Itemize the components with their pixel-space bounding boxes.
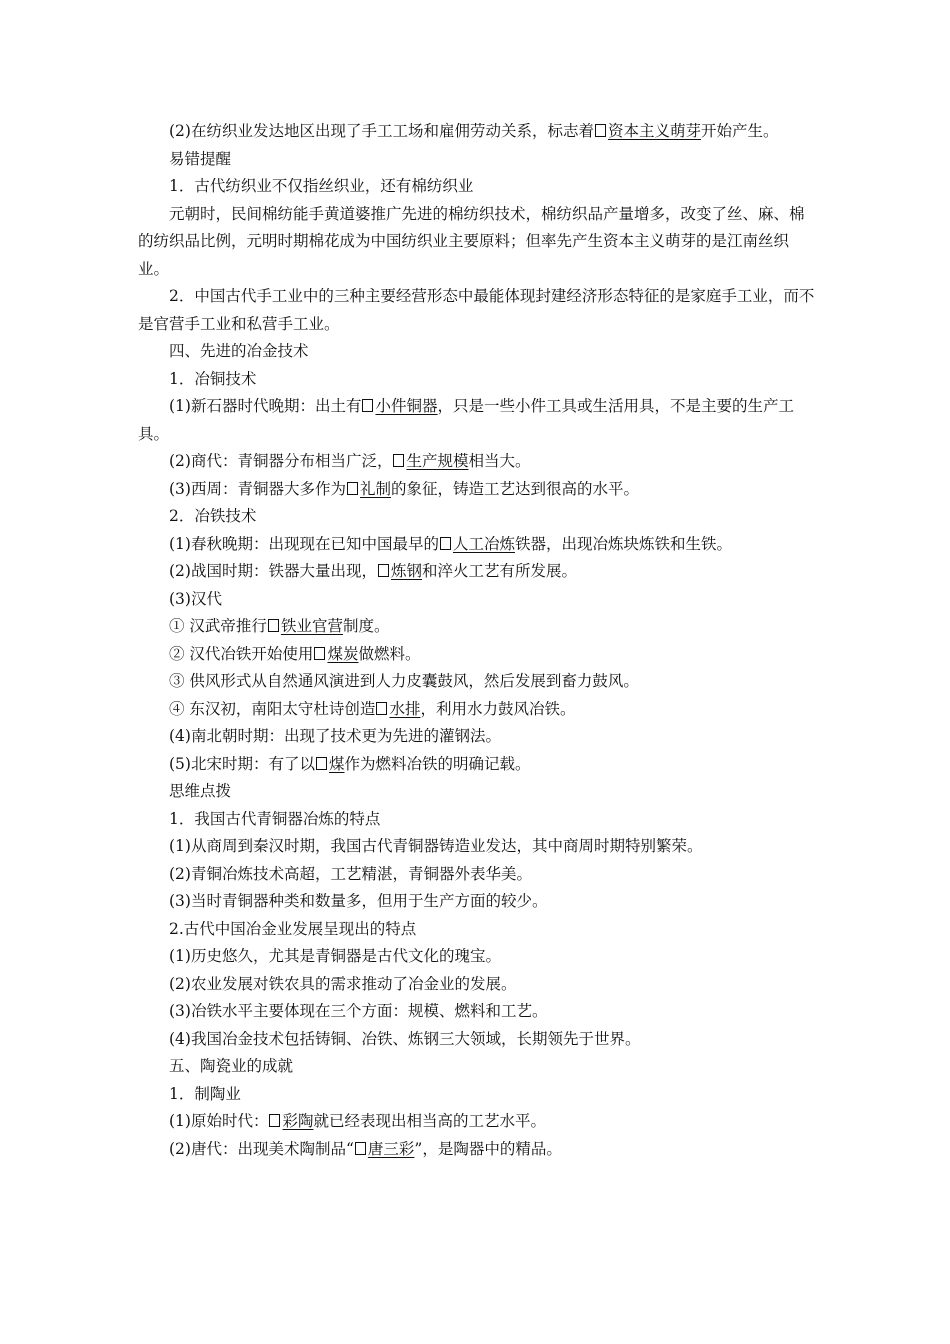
fill-blank-answer: 煤 (315, 755, 345, 773)
sub-heading: 1．古代纺织业不仅指丝织业，还有棉纺织业 (169, 177, 474, 195)
paragraph: (4)我国冶金技术包括铸铜、冶铁、炼钢三大领域，长期领先于世界。 (169, 1029, 641, 1048)
fill-blank-answer: 资本主义萌芽 (594, 122, 701, 140)
checkbox-icon (393, 454, 404, 467)
fill-blank-answer: 彩陶 (268, 1112, 313, 1130)
sub-heading: 1．制陶业 (169, 1084, 241, 1103)
paragraph: (2)商代：青铜器分布相当广泛， 生产规模相当大。 (169, 452, 531, 470)
fill-blank-answer: 煤炭 (313, 645, 358, 663)
checkbox-icon (316, 757, 327, 770)
sub-heading: (3)汉代 (169, 589, 222, 608)
paragraph: (1)原始时代： 彩陶就已经表现出相当高的工艺水平。 (169, 1112, 546, 1130)
paragraph: (4)南北朝时期：出现了技术更为先进的灌钢法。 (169, 727, 501, 745)
document-page (138, 118, 818, 1163)
paragraph: (1)历史悠久，尤其是青铜器是古代文化的瑰宝。 (169, 947, 501, 965)
fill-blank-answer: 铁业官营 (267, 617, 343, 635)
list-item: ④ 东汉初，南阳太守杜诗创造 水排，利用水力鼓风冶铁。 (169, 699, 576, 718)
fill-blank-answer: 生产规模 (392, 452, 468, 470)
paragraph: (1)春秋晚期：出现现在已知中国最早的 人工冶炼铁器，出现冶炼块炼铁和生铁。 (169, 534, 732, 553)
paragraph: (2)农业发展对铁农具的需求推动了冶金业的发展。 (169, 974, 517, 993)
fill-blank-answer: 水排 (375, 700, 420, 718)
checkbox-icon (378, 564, 389, 577)
fill-blank-answer: 小件铜器 (361, 397, 437, 415)
list-item: ③ 供风形式从自然通风演进到人力皮囊鼓风，然后发展到畜力鼓风。 (169, 672, 639, 690)
sub-heading: 2.古代中国冶金业发展呈现出的特点 (169, 919, 417, 938)
fill-blank-answer: 唐三彩 (354, 1140, 415, 1158)
section-heading: 思维点拨 (169, 782, 232, 800)
paragraph: (2)青铜冶炼技术高超，工艺精湛，青铜器外表华美。 (169, 864, 532, 883)
checkbox-icon (347, 482, 358, 495)
checkbox-icon (376, 702, 387, 715)
paragraph: 元朝时，民间棉纺能手黄道婆推广先进的棉纺织技术，棉纺织品产量增多，改变了丝、麻、棉的纺织品比例，元明时期棉花成为中国纺织业主要原料；但率先产生资本主义萌芽的是江南丝织业。 (138, 204, 805, 278)
section-heading: 五、陶瓷业的成就 (169, 1057, 294, 1075)
paragraph: (2)战国时期：铁器大量出现， 炼钢和淬火工艺有所发展。 (169, 562, 577, 580)
paragraph: 2．中国古代手工业中的三种主要经营形态中最能体现封建经济形态特征的是家庭手工业，而不是官营手工业和私营手工业。 (138, 287, 815, 333)
sub-heading: 2．冶铁技术 (169, 507, 257, 525)
paragraph: (3)冶铁水平主要体现在三个方面：规模、燃料和工艺。 (169, 1002, 548, 1020)
fill-blank-answer: 炼钢 (377, 562, 422, 580)
checkbox-icon (269, 1114, 280, 1127)
paragraph: (1)新石器时代晚期：出土有 小件铜器，只是一些小件工具或生活用具，不是主要的生产工具。 (138, 397, 794, 443)
checkbox-icon (362, 399, 373, 412)
sub-heading: 1．冶铜技术 (169, 369, 257, 388)
checkbox-icon (595, 124, 606, 137)
section-heading: 易错提醒 (169, 149, 232, 168)
paragraph: (2)在纺织业发达地区出现了手工工场和雇佣劳动关系，标志着 资本主义萌芽开始产生。 (169, 122, 779, 140)
paragraph: (3)当时青铜器种类和数量多，但用于生产方面的较少。 (169, 892, 548, 910)
paragraph: (2)唐代：出现美术陶制品“ 唐三彩”，是陶器中的精品。 (169, 1139, 562, 1158)
list-item: ② 汉代冶铁开始使用 煤炭做燃料。 (169, 644, 421, 663)
paragraph: (5)北宋时期：有了以 煤作为燃料冶铁的明确记载。 (169, 754, 531, 773)
list-item: ① 汉武帝推行 铁业官营制度。 (169, 617, 390, 635)
sub-heading: 1．我国古代青铜器冶炼的特点 (169, 809, 381, 828)
fill-blank-answer: 人工冶炼 (439, 535, 515, 553)
section-heading: 四、先进的冶金技术 (169, 342, 309, 360)
paragraph: (1)从商周到秦汉时期，我国古代青铜器铸造业发达，其中商周时期特别繁荣。 (169, 837, 703, 855)
paragraph: (3)西周：青铜器大多作为 礼制的象征，铸造工艺达到很高的水平。 (169, 479, 639, 498)
fill-blank-answer: 礼制 (346, 480, 391, 498)
checkbox-icon (268, 619, 279, 632)
checkbox-icon (314, 647, 325, 660)
checkbox-icon (440, 537, 451, 550)
checkbox-icon (355, 1142, 366, 1155)
